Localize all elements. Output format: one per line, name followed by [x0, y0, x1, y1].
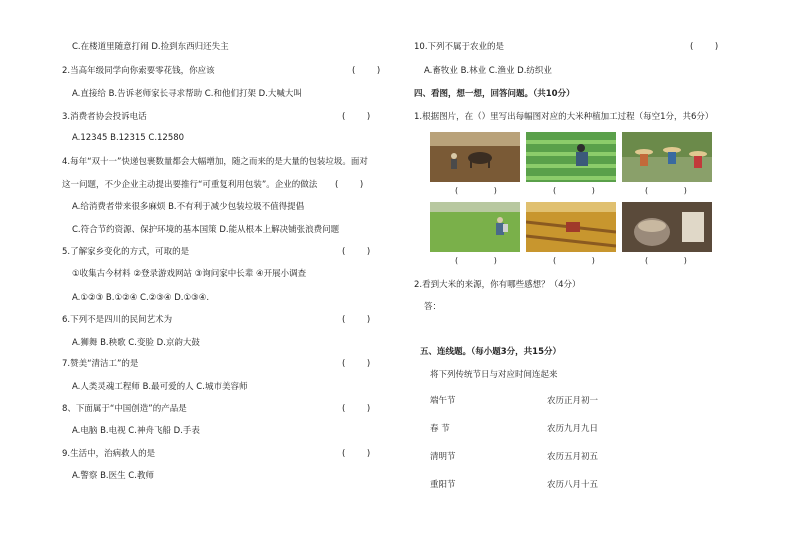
section-4-question-2: 2.看到大米的来源，你有哪些感想？（4分） [414, 280, 581, 290]
question-5: 5.了解家乡变化的方式，可取的是 [62, 247, 190, 257]
question-10: 10.下列不属于农业的是 [414, 42, 505, 52]
answer-blank[interactable]: ( ) [342, 315, 371, 325]
photo-plowing [430, 132, 520, 182]
question-6-options: A.狮舞 B.秧歌 C.变脸 D.京韵大鼓 [72, 338, 200, 348]
answer-blank[interactable]: ( ) [342, 359, 371, 369]
question-5-statements: ①收集古今材料 ②登录游戏网站 ③询问家中长辈 ④开展小调查 [72, 269, 307, 279]
answer-blank[interactable]: ( ) [342, 404, 371, 414]
answer-blank[interactable]: ( ) [690, 42, 719, 52]
answer-blank[interactable]: ( ) [342, 112, 371, 122]
section-5-heading: 五、连线题。（每小题3分，共15分） [420, 347, 561, 357]
answer-blank[interactable]: ( ) [342, 449, 371, 459]
festival-item[interactable]: 清明节 [430, 452, 456, 462]
question-4-line1: 4.每年“双十一”快递包裹数量都会大幅增加，随之而来的是大量的包装垃圾。面对 [62, 157, 368, 167]
question-3-options: A.12345 B.12315 C.12580 [72, 133, 185, 143]
question-10-options: A.畜牧业 B.林业 C.渔业 D.纺织业 [424, 66, 552, 76]
question-7: 7.赞美“清洁工”的是 [62, 359, 139, 369]
question-4-options-ab: A.给消费者带来很多麻烦 B.不有利于减少包装垃圾不值得提倡 [72, 202, 305, 212]
question-6: 6.下列不是四川的民间艺术为 [62, 315, 173, 325]
photo-caption-blank[interactable]: ( ) [645, 186, 687, 195]
question-9: 9.生活中，治病救人的是 [62, 449, 156, 459]
question-7-options: A.人类灵魂工程师 B.最可爱的人 C.城市美容师 [72, 382, 248, 392]
photo-milling [622, 202, 712, 252]
answer-blank[interactable]: ( ) [352, 66, 381, 76]
date-item[interactable]: 农历正月初一 [547, 396, 599, 406]
question-4-options-cd: C.符合节约资源、保护环境的基本国策 D.能从根本上解决铺张浪费问题 [72, 225, 340, 235]
question-3: 3.消费者协会投诉电话 [62, 112, 147, 122]
festival-item[interactable]: 春 节 [430, 424, 450, 434]
section-5-instruction: 将下列传统节日与对应时间连起来 [430, 370, 558, 380]
photo-caption-blank[interactable]: ( ) [553, 186, 595, 195]
answer-blank[interactable]: ( ) [342, 247, 371, 257]
q1-options-cd: C.在楼道里随意打闹 D.捡到东西归还失主 [72, 42, 229, 52]
photo-transplanting [622, 132, 712, 182]
photo-caption-blank[interactable]: ( ) [645, 256, 687, 265]
photo-seedlings [526, 132, 616, 182]
question-5-options: A.①②③ B.①②④ C.②③④ D.①③④. [72, 293, 210, 303]
photo-caption-blank[interactable]: ( ) [553, 256, 595, 265]
photo-spraying [430, 202, 520, 252]
question-8-options: A.电脑 B.电视 C.神舟飞船 D.手表 [72, 426, 200, 436]
answer-label: 答： [424, 302, 442, 312]
festival-item[interactable]: 重阳节 [430, 480, 456, 490]
question-4-line2: 这一问题，不少企业主动提出要推行“可重复利用包装”。企业的做法 [62, 180, 318, 190]
photo-harvest [526, 202, 616, 252]
section-4-question-1: 1.根据图片，在（）里写出每幅图对应的大米种植加工过程（每空1分，共6分） [414, 112, 714, 122]
question-8: 8、下面属于“中国创造”的产品是 [62, 404, 187, 414]
answer-blank[interactable]: ( ) [335, 180, 364, 190]
section-4-heading: 四、看图，想一想，回答问题。（共10分） [414, 89, 575, 99]
date-item[interactable]: 农历五月初五 [547, 452, 599, 462]
festival-item[interactable]: 端午节 [430, 396, 456, 406]
question-2-options: A.直接给 B.告诉老师家长寻求帮助 C.和他们打架 D.大喊大叫 [72, 89, 302, 99]
question-2: 2.当高年级同学向你索要零花钱，你应该 [62, 66, 215, 76]
photo-caption-blank[interactable]: ( ) [455, 256, 497, 265]
question-9-options: A.警察 B.医生 C.教师 [72, 471, 154, 481]
date-item[interactable]: 农历九月九日 [547, 424, 599, 434]
date-item[interactable]: 农历八月十五 [547, 480, 599, 490]
photo-caption-blank[interactable]: ( ) [455, 186, 497, 195]
